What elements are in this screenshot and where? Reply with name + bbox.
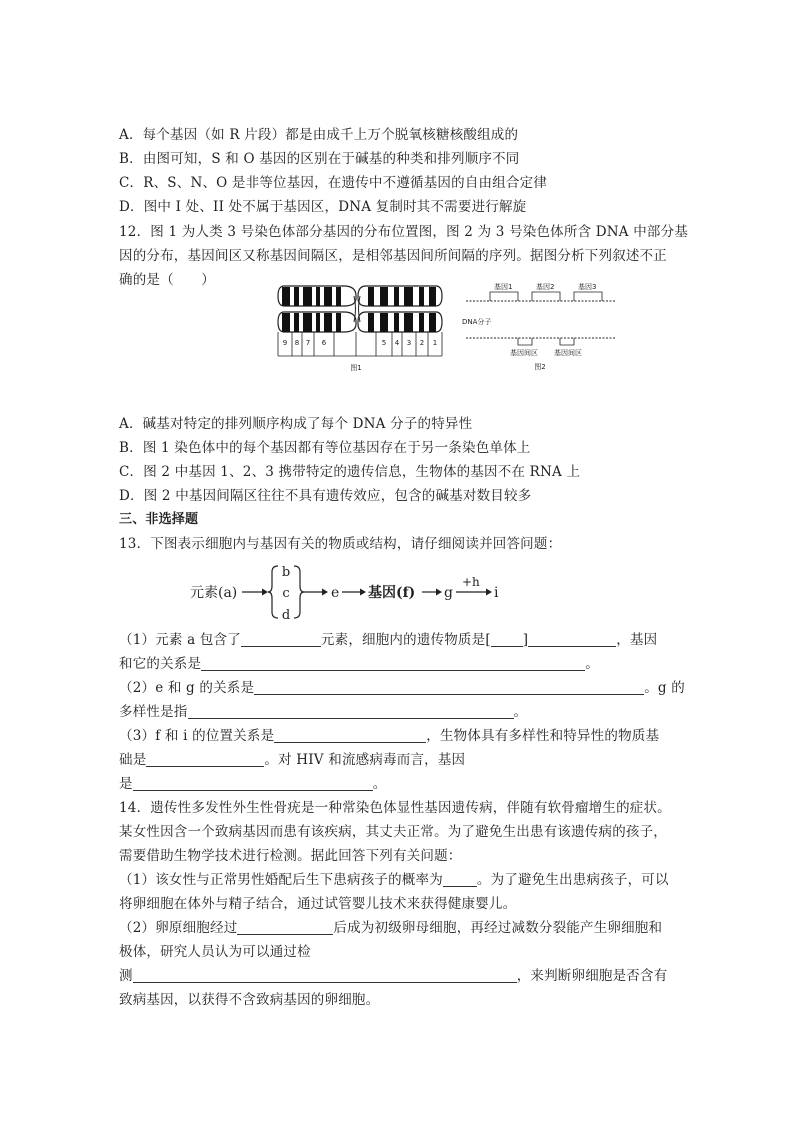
chromosome-figure (276, 282, 446, 374)
gene3-label: 基因3 (578, 283, 597, 291)
answer-blank[interactable] (443, 872, 477, 887)
answer-blank[interactable] (237, 920, 333, 935)
q12-stem-line1: 12．图 1 为人类 3 号染色体部分基因的分布位置图，图 2 为 3 号染色体所含 DNA 中部分基 (119, 224, 689, 240)
answer-blank[interactable] (133, 968, 517, 983)
q13-p3-text-b: ，生物体具有多样性和特异性的物质基 (426, 728, 660, 744)
gene1-label: 基因1 (494, 283, 513, 291)
answer-blank[interactable] (188, 704, 514, 719)
q14-stem-line3: 需要借助生物学技术进行检测。据此回答下列有关问题： (119, 848, 462, 864)
gene-flow-diagram (186, 560, 506, 628)
flow-c: c (282, 586, 290, 601)
q13-p1-text-d: ，基因 (616, 632, 658, 648)
q13-part3-line1 (119, 726, 659, 746)
gene2-label: 基因2 (536, 283, 555, 291)
q12-stem-line3: 确的是（ ） (119, 272, 215, 288)
flow-g: g (444, 585, 453, 601)
q14-part1-line1 (119, 870, 669, 890)
q14-part2-line1 (119, 918, 662, 938)
q13-p3-text-f: 。 (372, 776, 387, 792)
band-number-1: 1 (432, 339, 438, 347)
answer-blank[interactable] (254, 680, 644, 695)
flow-plus-h: +h (462, 575, 480, 589)
q14-part2-line2: 极体，研究人员认为可以通过检 (119, 944, 311, 960)
q12-stem-line2: 因的分布，基因间区又称基因间隔区，是相邻基因间所间隔的序列。据图分析下列叙述不正 (119, 248, 667, 264)
answer-blank[interactable] (241, 632, 321, 647)
answer-blank[interactable] (274, 728, 426, 743)
answer-blank[interactable] (146, 752, 264, 767)
q13-p2-text-a: （2）e 和 g 的关系是 (119, 680, 255, 696)
chromosome-right-arm (358, 286, 442, 332)
q12-option-d: D．图 2 中基因间隔区往往不具有遗传效应，包含的碱基对数目较多 (119, 488, 532, 504)
q12-option-b: B．图 1 染色体中的每个基因都有等位基因存在于另一条染色单体上 (119, 440, 531, 456)
q13-stem: 13．下图表示细胞内与基因有关的物质或结构，请仔细阅读并回答问题： (119, 536, 562, 552)
band-number-8: 8 (294, 339, 300, 347)
band-number-6: 6 (321, 339, 327, 347)
answer-blank[interactable] (201, 656, 585, 671)
q13-part2-line1 (119, 678, 685, 698)
q14-p1-text-b: 。为了避免生出患病孩子，可以 (476, 872, 669, 888)
band-number-5: 5 (381, 339, 387, 347)
q14-p2-text-a: （2）卵原细胞经过 (119, 920, 238, 936)
q13-p3-text-e: 是 (119, 776, 133, 792)
intergenic-region-label-2: 基因间区 (554, 349, 582, 357)
band-number-4: 4 (394, 339, 400, 347)
q13-p3-text-a: （3）f 和 i 的位置关系是 (119, 728, 275, 744)
figure1-caption: 图1 (350, 364, 362, 372)
q13-part1-line2 (119, 654, 599, 674)
q14-p2-text-e: ，来判断卵细胞是否含有 (516, 968, 668, 984)
dna-molecule-label: DNA分子 (462, 318, 492, 326)
flow-e: e (331, 585, 340, 601)
q11-option-c: C．R、S、N、O 是非等位基因，在遗传中不遵循基因的自由组合定律 (119, 175, 548, 191)
intergenic-region-label-1: 基因间区 (510, 349, 538, 357)
answer-blank[interactable] (528, 632, 616, 647)
q13-p3-text-c: 础是 (119, 752, 147, 768)
section-title: 三、非选择题 (119, 512, 199, 527)
q11-option-b: B．由图可知，S 和 O 基因的区别在于碱基的种类和排列顺序不同 (119, 151, 520, 167)
figure2-caption: 图2 (534, 363, 546, 371)
q13-p3-text-d: 。对 HIV 和流感病毒而言，基因 (264, 752, 466, 768)
band-number-3: 3 (406, 339, 412, 347)
flow-element-a: 元素(a) (190, 585, 238, 601)
q14-p1-text-a: （1）该女性与正常男性婚配后生下患病孩子的概率为 (119, 872, 443, 888)
q14-stem-line2: 某女性因含一个致病基因而患有该疾病，其丈夫正常。为了避免生出患有该遗传病的孩子， (119, 824, 667, 840)
answer-blank[interactable] (491, 632, 523, 647)
q12-option-a: A．碱基对特定的排列顺序构成了每个 DNA 分子的特异性 (119, 416, 473, 432)
q13-p2-text-d: 。 (513, 704, 528, 720)
q13-p2-text-c: 多样性是指 (119, 704, 188, 720)
q14-p2-text-d: 测 (119, 968, 133, 984)
answer-blank[interactable] (133, 776, 373, 791)
band-number-7: 7 (305, 339, 311, 347)
q14-part2-line3 (119, 966, 667, 986)
flow-gene-f: 基因(f) (368, 585, 416, 601)
band-number-9: 9 (282, 339, 288, 347)
q14-stem-line1: 14．遗传性多发性外生性骨疣是一种常染色体显性基因遗传病，伴随有软骨瘤增生的症状。 (119, 800, 671, 816)
q13-p2-text-b: 。g 的 (644, 680, 685, 696)
q11-option-a: A．每个基因（如 R 片段）都是由成千上万个脱氧核糖核酸组成的 (119, 127, 519, 143)
q13-part2-line2 (119, 702, 527, 722)
q11-option-d: D．图中 I 处、II 处不属于基因区，DNA 复制时其不需要进行解旋 (119, 199, 527, 215)
chromosome-left-arm (278, 286, 356, 332)
q13-p1-text-f: 。 (585, 656, 599, 672)
q12-option-c: C．图 2 中基因 1、2、3 携带特定的遗传信息，生物体的基因不在 RNA 上 (119, 464, 581, 480)
flow-d: d (281, 608, 291, 623)
dna-figure (460, 280, 620, 375)
q13-p1-text-a: （1）元素 a 包含了 (119, 632, 241, 648)
q13-part3-line2 (119, 750, 465, 770)
q14-part2-line4: 致病基因，以获得不含致病基因的卵细胞。 (119, 992, 380, 1008)
flow-b: b (281, 565, 291, 580)
q13-part3-line3 (119, 774, 386, 794)
q14-p2-text-b: 后成为初级卵母细胞，再经过减数分裂能产生卵细胞和 (333, 920, 663, 936)
q13-p1-text-c: ] (522, 632, 529, 648)
q13-p1-text-b: 元素，细胞内的遗传物质是[ (320, 632, 491, 648)
flow-i: i (494, 585, 499, 601)
q13-part1-line1 (119, 630, 657, 650)
q13-p1-text-e: 和它的关系是 (119, 656, 202, 672)
band-number-2: 2 (419, 339, 425, 347)
q14-part1-line2: 将卵细胞在体外与精子结合，通过试管婴儿技术来获得健康婴儿。 (119, 896, 517, 912)
